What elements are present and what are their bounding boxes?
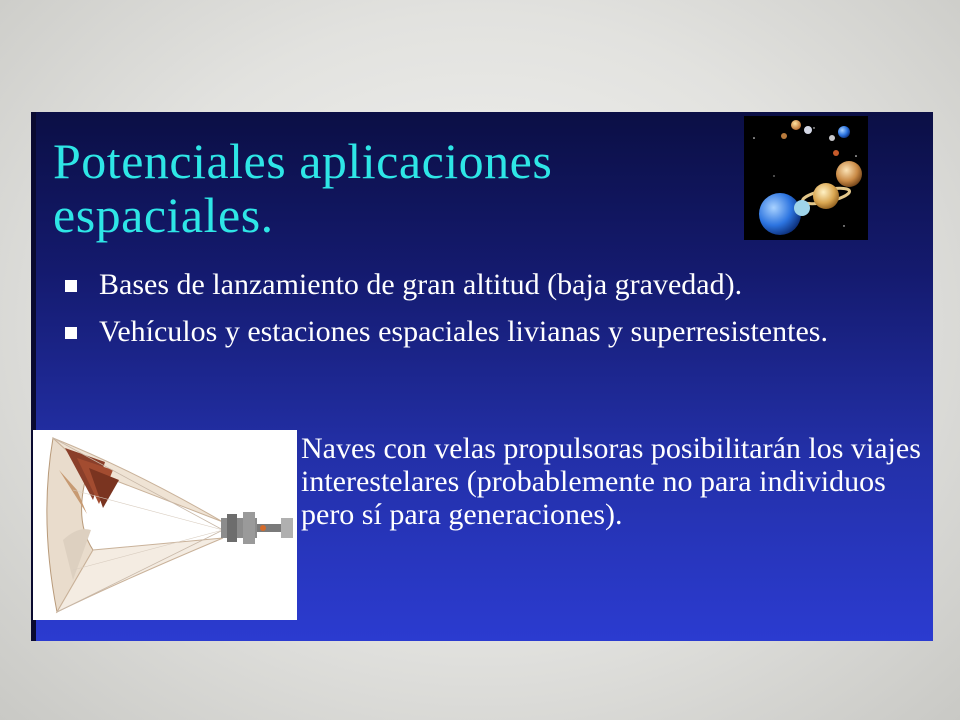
bullet-item — [61, 315, 901, 348]
square-bullet-icon — [65, 280, 77, 292]
slide-title: Potenciales aplicaciones espaciales. — [53, 133, 553, 243]
presentation-slide — [31, 112, 933, 641]
bullet-text: Bases de lanzamiento de gran altitud (baja gravedad). — [99, 268, 743, 301]
bullet-text: Vehículos y estaciones espaciales livianas y superresistentes. — [99, 315, 828, 348]
bullet-item — [61, 268, 901, 301]
bullet-list — [61, 268, 901, 362]
square-bullet-icon — [65, 327, 77, 339]
sail-caption: Naves con velas propulsoras posibilitarán los viajes interestelares (probablemente no para individuos pero sí para generaciones). — [301, 432, 921, 531]
solar-sail-image — [33, 430, 297, 620]
planets-image — [744, 116, 868, 240]
